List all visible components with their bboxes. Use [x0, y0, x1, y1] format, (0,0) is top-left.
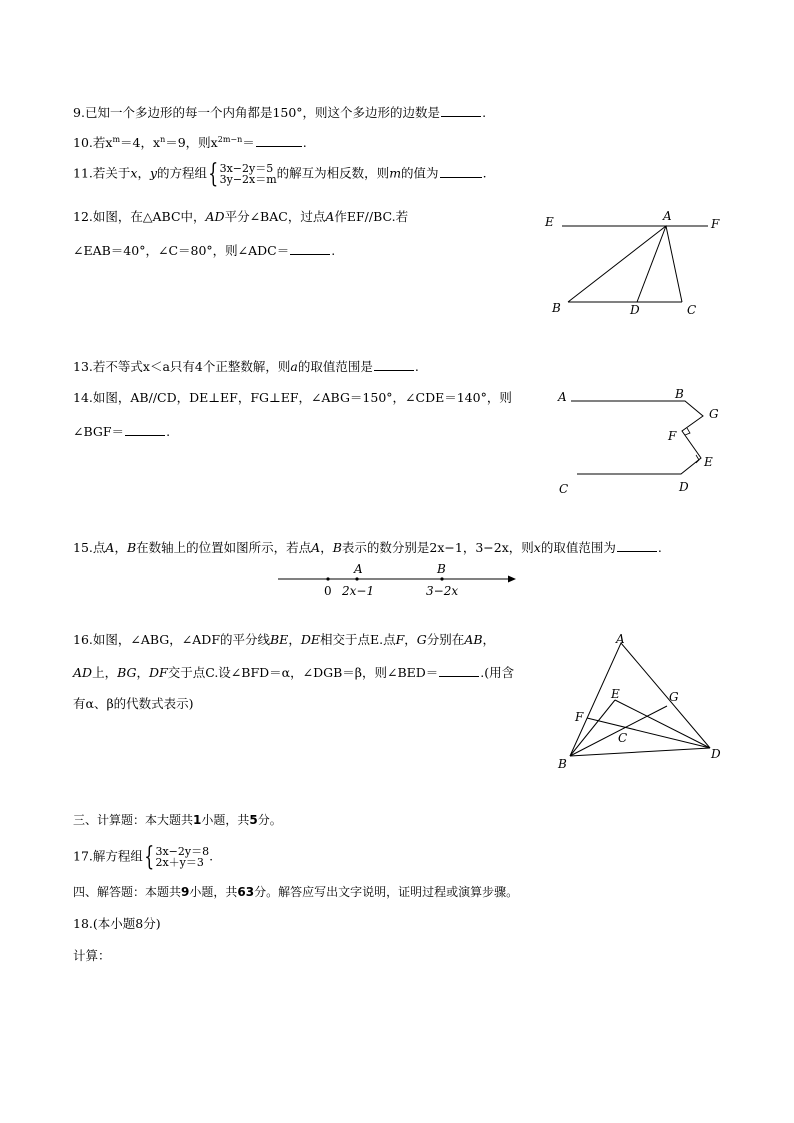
question-18-line2 [73, 948, 111, 964]
triangle-sides [568, 226, 682, 302]
q9-number: 9. [73, 105, 85, 120]
q16-number: 16. [73, 632, 93, 647]
label-zero: 0 [324, 584, 332, 598]
q10-sup1: m [112, 134, 121, 144]
q16-BG: BG [117, 665, 137, 680]
var-m: m [389, 165, 402, 181]
q12-text-b: 平分∠BAC，过点 [224, 209, 326, 224]
q15-A2: A [311, 540, 321, 555]
label-D: D [630, 303, 640, 317]
q16-l2a: 上， [92, 665, 118, 680]
answer-blank [374, 358, 414, 371]
label-E: E [611, 687, 620, 701]
answer-blank [125, 423, 165, 436]
line-BD [570, 748, 710, 756]
figure-16 [555, 630, 730, 775]
label-C: C [618, 731, 628, 745]
equation-system [143, 842, 210, 872]
label-E: E [545, 215, 554, 229]
q13-pre: 若不等式x＜a只有4个正整数解，则 [92, 359, 291, 374]
q10-mid2: ＝9，则x [165, 135, 218, 150]
q16-line3: 有α、β的代数式表示) [73, 696, 194, 711]
question-16-line2 [73, 664, 514, 681]
q16-l1b: ， [288, 632, 301, 647]
q16-l1f: ， [482, 632, 496, 647]
arrow-icon [508, 576, 516, 583]
q12-end: . [331, 243, 336, 258]
q15-end: . [657, 540, 662, 555]
question-11 [73, 159, 487, 189]
right-angle-F [685, 428, 690, 435]
answer-blank [256, 134, 302, 147]
label-A: A [558, 390, 567, 404]
equation-2: 3y−2x＝m [219, 173, 277, 186]
label-D: D [679, 480, 689, 494]
q11-end: . [482, 165, 487, 181]
q15-pre: 点 [92, 540, 106, 555]
sec4-head: 四、解答题：本题共 [73, 885, 182, 899]
label-G: G [709, 407, 719, 421]
sides-AB-AD [570, 643, 710, 756]
q16-BE: BE [270, 632, 289, 647]
point-B [440, 577, 443, 580]
sec4-mid: 小题，共 [189, 885, 238, 899]
q14-end: . [166, 424, 171, 439]
q12-number: 12. [73, 209, 93, 224]
q16-l2d: .(用含 [480, 665, 515, 680]
q15-A: A [105, 540, 115, 555]
q11-pre: 若关于 [92, 165, 131, 181]
label-F: F [575, 710, 584, 724]
equation-2: 2x＋y＝3 [155, 856, 204, 869]
q15-post: 的取值范围为 [540, 540, 616, 555]
q18-text: (本小题8分) [92, 916, 161, 931]
q14-line1: 如图，AB//CD，DE⊥EF，FG⊥EF，∠ABG＝150°，∠CDE＝140°，则 [92, 390, 512, 405]
answer-blank [617, 539, 657, 552]
q12-line2: ∠EAB＝40°，∠C＝80°，则∠ADC＝ [73, 243, 290, 258]
question-12-line2 [73, 242, 335, 259]
label-B-expr: 3−2x [426, 584, 459, 598]
q18-number: 18. [73, 916, 93, 931]
q15-mid2: 表示的数分别是2x−1，3−2x，则 [341, 540, 534, 555]
figure-14 [555, 388, 730, 498]
q11-number: 11. [73, 165, 93, 181]
sec3-tail: 分。 [257, 813, 282, 827]
question-17 [73, 842, 214, 872]
q16-AB: AB [464, 632, 483, 647]
point-zero [326, 577, 329, 580]
q13-post: 的取值范围是 [297, 359, 373, 374]
q15-c2: ， [320, 540, 333, 555]
q17-text: 解方程组 [92, 848, 143, 864]
label-G: G [669, 690, 679, 704]
q14-number: 14. [73, 390, 93, 405]
q15-B: B [126, 540, 137, 555]
q9-text: 已知一个多边形的每一个内角都是150°，则这个多边形的边数是 [84, 105, 441, 120]
q16-l1d: ， [404, 632, 417, 647]
line-BE [570, 700, 615, 756]
q18-line2: 计算： [73, 948, 111, 963]
answer-blank [440, 165, 482, 178]
answer-blank [439, 664, 479, 677]
q12-AD: AD [205, 209, 225, 224]
sec3-count: 1 [193, 813, 202, 827]
var-y: y [149, 165, 158, 181]
q10-pre: 若x [92, 135, 113, 150]
brace-icon: { [144, 842, 155, 872]
q11-post: 的解互为相反数，则 [276, 165, 390, 181]
q13-number: 13. [73, 359, 93, 374]
question-9 [73, 104, 486, 121]
q11-comma: ， [137, 165, 150, 181]
answer-blank [441, 104, 481, 117]
sec4-tail: 分。解答应写出文字说明，证明过程或演算步骤。 [254, 885, 519, 899]
q11-mid: 的方程组 [157, 165, 208, 181]
q16-DF: DF [149, 665, 168, 680]
q10-mid3: ＝ [242, 135, 255, 150]
sec3-head: 三、计算题：本大题共 [73, 813, 194, 827]
label-D: D [711, 747, 721, 761]
label-C: C [559, 482, 569, 496]
q15-c1: ， [114, 540, 127, 555]
q16-l2c: 交于点C.设∠BFD＝α，∠DGB＝β，则∠BED＝ [167, 665, 439, 680]
q15-mid: 在数轴上的位置如图所示，若点 [136, 540, 312, 555]
q16-l1c: 相交于点E.点 [319, 632, 396, 647]
q15-B2: B [332, 540, 342, 555]
var-x: x [130, 165, 138, 181]
line-DE [615, 700, 710, 748]
q14-line2: ∠BGF＝ [73, 424, 125, 439]
label-B: B [552, 301, 561, 315]
q16-l1a: 如图，∠ABG，∠ADF的平分线 [92, 632, 270, 647]
q11-post2: 的值为 [401, 165, 439, 181]
q10-end: . [302, 135, 307, 150]
section-3-heading [73, 812, 282, 828]
equation-1: 3x−2y＝5 [219, 162, 274, 175]
line-DF [587, 718, 710, 748]
label-A: A [663, 209, 672, 223]
sec4-score: 63 [237, 885, 255, 899]
var-a: a [290, 359, 298, 374]
section-4-heading [73, 884, 518, 900]
figure-15-number-line [276, 562, 521, 602]
q16-G: G [416, 632, 427, 647]
q16-DE: DE [300, 632, 320, 647]
figure-12 [540, 208, 730, 318]
label-A: A [616, 632, 625, 646]
question-14-line2 [73, 423, 170, 440]
question-16-line3 [73, 696, 194, 712]
q16-l1e: 分别在 [426, 632, 465, 647]
var-x: x [533, 540, 541, 555]
q16-l2b: ， [136, 665, 149, 680]
brace-icon: { [208, 159, 219, 189]
question-10 [73, 134, 307, 151]
label-F: F [668, 429, 677, 443]
q12-text-c: 作EF//BC.若 [334, 209, 409, 224]
q17-number: 17. [73, 848, 93, 864]
label-B: B [437, 562, 446, 576]
label-B: B [675, 387, 684, 401]
label-A-expr: 2x−1 [342, 584, 375, 598]
label-A: A [354, 562, 363, 576]
sec3-score: 5 [249, 813, 258, 827]
q16-AD: AD [73, 665, 93, 680]
question-15 [73, 539, 662, 556]
q15-number: 15. [73, 540, 93, 555]
question-13 [73, 358, 419, 375]
path-BGFEDC [577, 401, 703, 474]
sec4-count: 9 [181, 885, 190, 899]
q9-end: . [482, 105, 487, 120]
answer-blank [290, 242, 330, 255]
question-12-line1 [73, 209, 408, 225]
label-F: F [711, 217, 720, 231]
q10-sup3: 2m−n [217, 134, 243, 144]
q13-end: . [414, 359, 419, 374]
label-C: C [687, 303, 697, 317]
q10-number: 10. [73, 135, 93, 150]
label-B: B [558, 757, 567, 771]
q12-text-a: 如图，在△ABC中， [92, 209, 206, 224]
question-18 [73, 916, 161, 932]
label-E: E [704, 455, 713, 469]
q12-A: A [325, 209, 335, 224]
question-16-line1 [73, 632, 495, 648]
equation-system [207, 159, 277, 189]
sec3-mid: 小题，共 [201, 813, 250, 827]
equation-1: 3x−2y＝8 [155, 845, 210, 858]
question-14-line1 [73, 390, 512, 406]
q16-F: F [395, 632, 405, 647]
q10-sup2: n [160, 134, 166, 144]
q17-end: . [209, 848, 214, 864]
point-A [355, 577, 358, 580]
q10-mid1: ＝4，x [120, 135, 161, 150]
